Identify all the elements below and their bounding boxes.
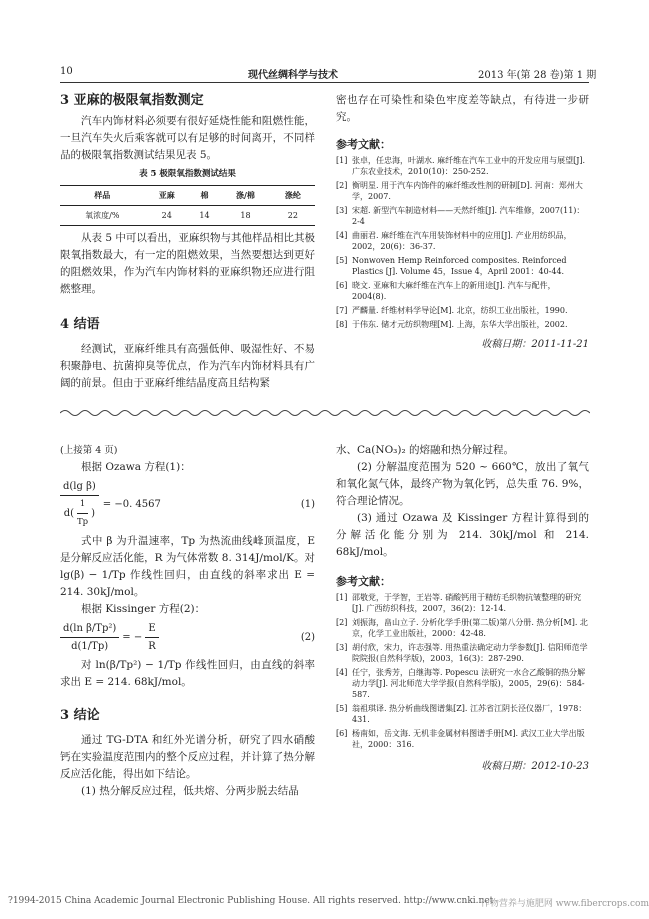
- continued-note: (上接第 4 页): [60, 445, 118, 456]
- paragraph-variables: 式中 β 为升温速率，Tp 为热流曲线峰顶温度，E 是分解反应活化能，R 为气体常数 8. 314J/mol/K。对 lg(β) − 1/Tp 作线性回归，由直线的斜率求出 E = 214. 30kJ/mol。: [60, 535, 315, 598]
- bottom-right-column: [336, 442, 589, 775]
- section-4-title: 4 结语: [60, 317, 100, 332]
- ozawa-intro: 根据 Ozawa 方程(1)：: [81, 461, 191, 473]
- reference-item: [4] 曲丽君. 麻纤维在汽车用装饰材料中的应用[J]. 产业用纺织品，2002，20(6)：36-37.: [336, 231, 572, 251]
- reference-item: [8] 于伟东. 储才元纺织物理[M]. 上海，东华大学出版社，2002.: [336, 320, 568, 329]
- table-cell: 氧浓度/%: [60, 206, 145, 226]
- paragraph-continued: 密也存在可染性和染色牢度差等缺点，有待进一步研究。: [336, 94, 589, 123]
- issue-info: 2013 年(第 28 卷)第 1 期: [478, 70, 597, 81]
- watermark-text: 作物营养与施肥网 www.fibercrops.com: [480, 899, 649, 909]
- wavy-separator: [60, 408, 590, 418]
- equation-1-number: (1): [300, 499, 315, 510]
- header-rule: [60, 82, 589, 83]
- reference-item: [2] 刘振海，畠山立子. 分析化学手册(第二版)第八分册. 热分析[M]. 北京，化学工业出版社，2000：42-48.: [336, 618, 588, 638]
- page-number: 10: [60, 66, 73, 77]
- equation-1: [60, 478, 315, 531]
- reference-item: [5] Nonwoven Hemp Reinforced composites. Reinforced Plastics [J]. Volume 45，Issue 4，April 2001：40-44.: [336, 256, 567, 276]
- table-header: 涤纶: [271, 186, 315, 206]
- received-date: 收稿日期：2011-11-21: [481, 339, 589, 350]
- reference-item: [3] 宋超. 新型汽车制造材料——天然纤维[J]. 汽车维修，2007(11)：2-4: [336, 206, 585, 226]
- reference-item: [5] 翁祖琪译. 热分析曲线图谱集[Z]. 江苏省江阴长泾仪器厂，1978：431.: [336, 704, 587, 724]
- references-title: 参考文献：: [336, 138, 391, 151]
- received-date: 收稿日期：2012-10-23: [481, 761, 589, 772]
- equation-1-fraction: d(lg β) d( $\frac{1}{Tp}$ ): [60, 478, 99, 531]
- paragraph-continued: 水、Ca(NO₃)₂ 的熔融和热分解过程。: [336, 444, 515, 456]
- equation-2-fraction: $\frac{\text{d(ln β/Tp²)}}{d(1/Tp)}$: [60, 620, 119, 655]
- table-header: 样品: [60, 186, 145, 206]
- copyright-text: ?1994-2015 China Academic Journal Electronic Publishing House. All rights reserved. http://www.cnki.net: [8, 896, 494, 906]
- paragraph: 从表 5 中可以看出，亚麻织物与其他样品相比其极限氧指数最大，有一定的阻燃效果，当然要想达到更好的阻燃效果，作为汽车内饰材料的亚麻织物还应进行阻燃整理。: [60, 232, 315, 295]
- equation-2-number: (2): [300, 632, 315, 643]
- equation-2: $\frac{\text{d(ln β/Tp²)}}{d(1/Tp)}$ = − $\frac{E}{R}$ (2): [60, 620, 315, 655]
- journal-title: 现代丝绸科学与技术: [248, 70, 338, 81]
- conclusion-item-1: (1) 热分解反应过程，低共熔、分两步脱去结晶: [81, 785, 299, 797]
- table-header: 涤/棉: [220, 186, 271, 206]
- top-left-column: [60, 92, 315, 392]
- table-cell: 24: [145, 206, 189, 226]
- references-title: 参考文献：: [336, 575, 391, 588]
- reference-item: [2] 衡明星. 用于汽车内饰件的麻纤维改性剂的研制[D]. 河南：郑州大学，2007.: [336, 181, 583, 201]
- equation-2-rhs-fraction: $\frac{E}{R}$: [145, 620, 159, 655]
- table-cell: 22: [271, 206, 315, 226]
- paragraph-kissinger: 对 ln(β/Tp²) − 1/Tp 作线性回归，由直线的斜率求出 E = 214. 68kJ/mol。: [60, 659, 315, 688]
- kissinger-intro: 根据 Kissinger 方程(2)：: [81, 603, 206, 615]
- table-cell: 14: [189, 206, 220, 226]
- reference-item: [1] 邵敬党，于学智，王岩等. 硝酸钙用于精纺毛织物抗皱整理的研究[J]. 广西纺织科技，2007，36(2)：12-14.: [336, 593, 582, 613]
- table-header: 棉: [189, 186, 220, 206]
- reference-item: [3] 胡付欣，宋力，许志强等. 用热重法确定动力学参数[J]. 信阳师范学院院报(自然科学版)，2003，16(3)：287-290.: [336, 643, 588, 663]
- paragraph-conclusion: 通过 TG-DTA 和红外光谱分析，研究了四水硝酸钙在实验温度范围内的整个反应过程，并计算了热分解反应活化能，得出如下结论。: [60, 734, 315, 780]
- paragraph: 汽车内饰材料必须要有很好延烧性能和阻燃性能，一旦汽车失火后乘客就可以有足够的时间离开，不同样品的极限氧指数测试结果见表 5。: [60, 115, 315, 161]
- reference-list: [336, 155, 589, 330]
- bottom-left-column: [60, 442, 315, 800]
- reference-item: [4] 任宁，张秀芳，白继海等. Popescu 法研究一水合乙酸铜的热分解动力学[J]. 河北师范大学学报(自然科学版)，2005，29(6)：584-587.: [336, 668, 586, 699]
- reference-list: [336, 592, 589, 750]
- section-3-conclusion-title: 3 结论: [60, 708, 100, 723]
- table-header: 亚麻: [145, 186, 189, 206]
- results-table: [60, 185, 315, 226]
- reference-item: [6] 晓文. 亚麻和大麻纤维在汽车上的新用途[J]. 汽车与配件，2004(8).: [336, 281, 556, 301]
- table-cell: 18: [220, 206, 271, 226]
- top-right-column: [336, 92, 589, 353]
- reference-item: [1] 张卓，任忠海，叶湖水. 麻纤维在汽车工业中的开发应用与展望[J]. 广东农业技术，2010(10)：250-252.: [336, 156, 586, 176]
- section-3-title: 3 亚麻的极限氧指数测定: [60, 93, 204, 108]
- reference-item: [6] 杨南如，岳文海. 无机非金属材料图谱手册[M]. 武汉工业大学出版社，2000：316.: [336, 729, 585, 749]
- paragraph: 经测试，亚麻纤维具有高强低伸、吸湿性好、不易积聚静电、抗菌抑臭等优点，作为汽车内饰材料具有广阔的前景。但由于亚麻纤维结晶度高且结构紧: [60, 343, 315, 389]
- equation-1-rhs: = −0. 4567: [102, 499, 161, 510]
- table-caption: 表 5 极限氧指数测试结果: [139, 169, 236, 179]
- conclusion-item-3: (3) 通过 Ozawa 及 Kissinger 方程计算得到的分解活化能分别为 214. 30kJ/mol 和 214. 68kJ/mol。: [336, 512, 589, 558]
- reference-item: [7] 严麟量. 纤维材料学导论[M]. 北京，纺织工业出版社，1990.: [336, 306, 568, 315]
- conclusion-item-2: (2) 分解温度范围为 520 ~ 660℃，放出了氧气和氧化氮气体，最终产物为氧化钙，总失重 76. 9%，符合理论情况。: [336, 461, 589, 507]
- footer: [0, 896, 649, 909]
